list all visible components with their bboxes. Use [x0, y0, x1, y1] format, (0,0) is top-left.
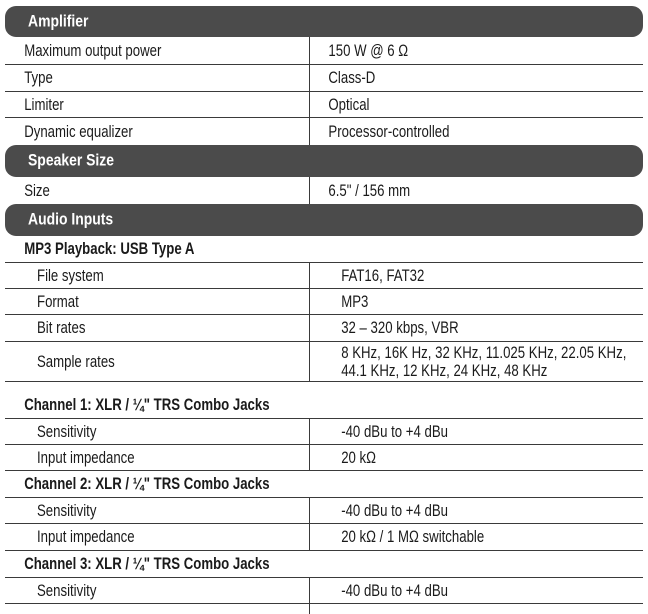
group-title: Channel 1: XLR / ¼" TRS Combo Jacks [24, 396, 270, 414]
group-header-channel-3 [5, 551, 643, 578]
spec-row [5, 65, 643, 92]
spec-row [5, 419, 643, 445]
section-title: Speaker Size [28, 150, 115, 170]
spec-value: -40 dBu to +4 dBu [341, 422, 448, 441]
section-header-amplifier [5, 6, 643, 37]
spec-value: Processor-controlled [328, 122, 450, 141]
spec-value: 32 – 320 kbps, VBR [341, 319, 459, 337]
spec-row [5, 315, 643, 342]
spec-row [5, 289, 643, 315]
group-title: Channel 2: XLR / ¼" TRS Combo Jacks [24, 475, 270, 493]
spec-label: Sensitivity [37, 422, 97, 441]
spec-row [5, 263, 643, 289]
spec-value: FAT16, FAT32 [341, 266, 425, 285]
section-title: Audio Inputs [28, 209, 114, 229]
spec-label: Sensitivity [37, 581, 97, 600]
spec-row-partial [5, 604, 643, 614]
spec-label: Maximum output power [24, 41, 162, 60]
spec-label: Type [24, 69, 53, 87]
spec-value: -40 dBu to +4 dBu [341, 501, 448, 520]
spec-label: Dynamic equalizer [24, 122, 133, 141]
spec-row [5, 524, 643, 551]
section-title: Amplifier [28, 11, 89, 31]
spec-value: 20 kΩ [341, 448, 377, 467]
spec-row [5, 445, 643, 471]
spec-label: Input impedance [37, 528, 135, 546]
spec-label: File system [37, 266, 104, 285]
spec-label: Bit rates [37, 319, 86, 337]
spec-label: Size [24, 181, 50, 200]
group-title: MP3 Playback: USB Type A [24, 240, 195, 258]
spec-label: Sensitivity [37, 501, 97, 520]
section-header-speaker-size [5, 145, 643, 177]
spec-row [5, 177, 643, 204]
spec-label: Sample rates [37, 352, 115, 371]
spec-value: 20 kΩ / 1 MΩ switchable [341, 528, 485, 546]
group-header-mp3-playback [5, 236, 643, 263]
spec-row [5, 342, 643, 382]
spec-label: Format [37, 292, 79, 311]
spec-value-line-2: 44.1 KHz, 12 KHz, 24 KHz, 48 KHz [341, 361, 548, 380]
group-header-channel-1 [5, 392, 643, 419]
spec-value: Class-D [328, 69, 376, 87]
spec-row [5, 92, 643, 118]
spec-value: -40 dBu to +4 dBu [341, 581, 448, 600]
spec-label: Input impedance [37, 448, 135, 467]
spec-row [5, 498, 643, 524]
spec-label: Limiter [24, 95, 64, 114]
spec-value: Optical [328, 95, 370, 114]
group-header-channel-2 [5, 471, 643, 498]
spec-value: 6.5" / 156 mm [328, 181, 411, 200]
spec-row [5, 37, 643, 65]
spec-value: 150 W @ 6 Ω [328, 41, 409, 60]
section-header-audio-inputs [5, 204, 643, 236]
spec-row [5, 578, 643, 604]
group-title: Channel 3: XLR / ¼" TRS Combo Jacks [24, 555, 270, 573]
spec-value: MP3 [341, 292, 369, 311]
spec-row [5, 118, 643, 145]
spec-value-line-1: 8 KHz, 16K Hz, 32 KHz, 11.025 KHz, 22.05 KHz, [341, 343, 627, 362]
